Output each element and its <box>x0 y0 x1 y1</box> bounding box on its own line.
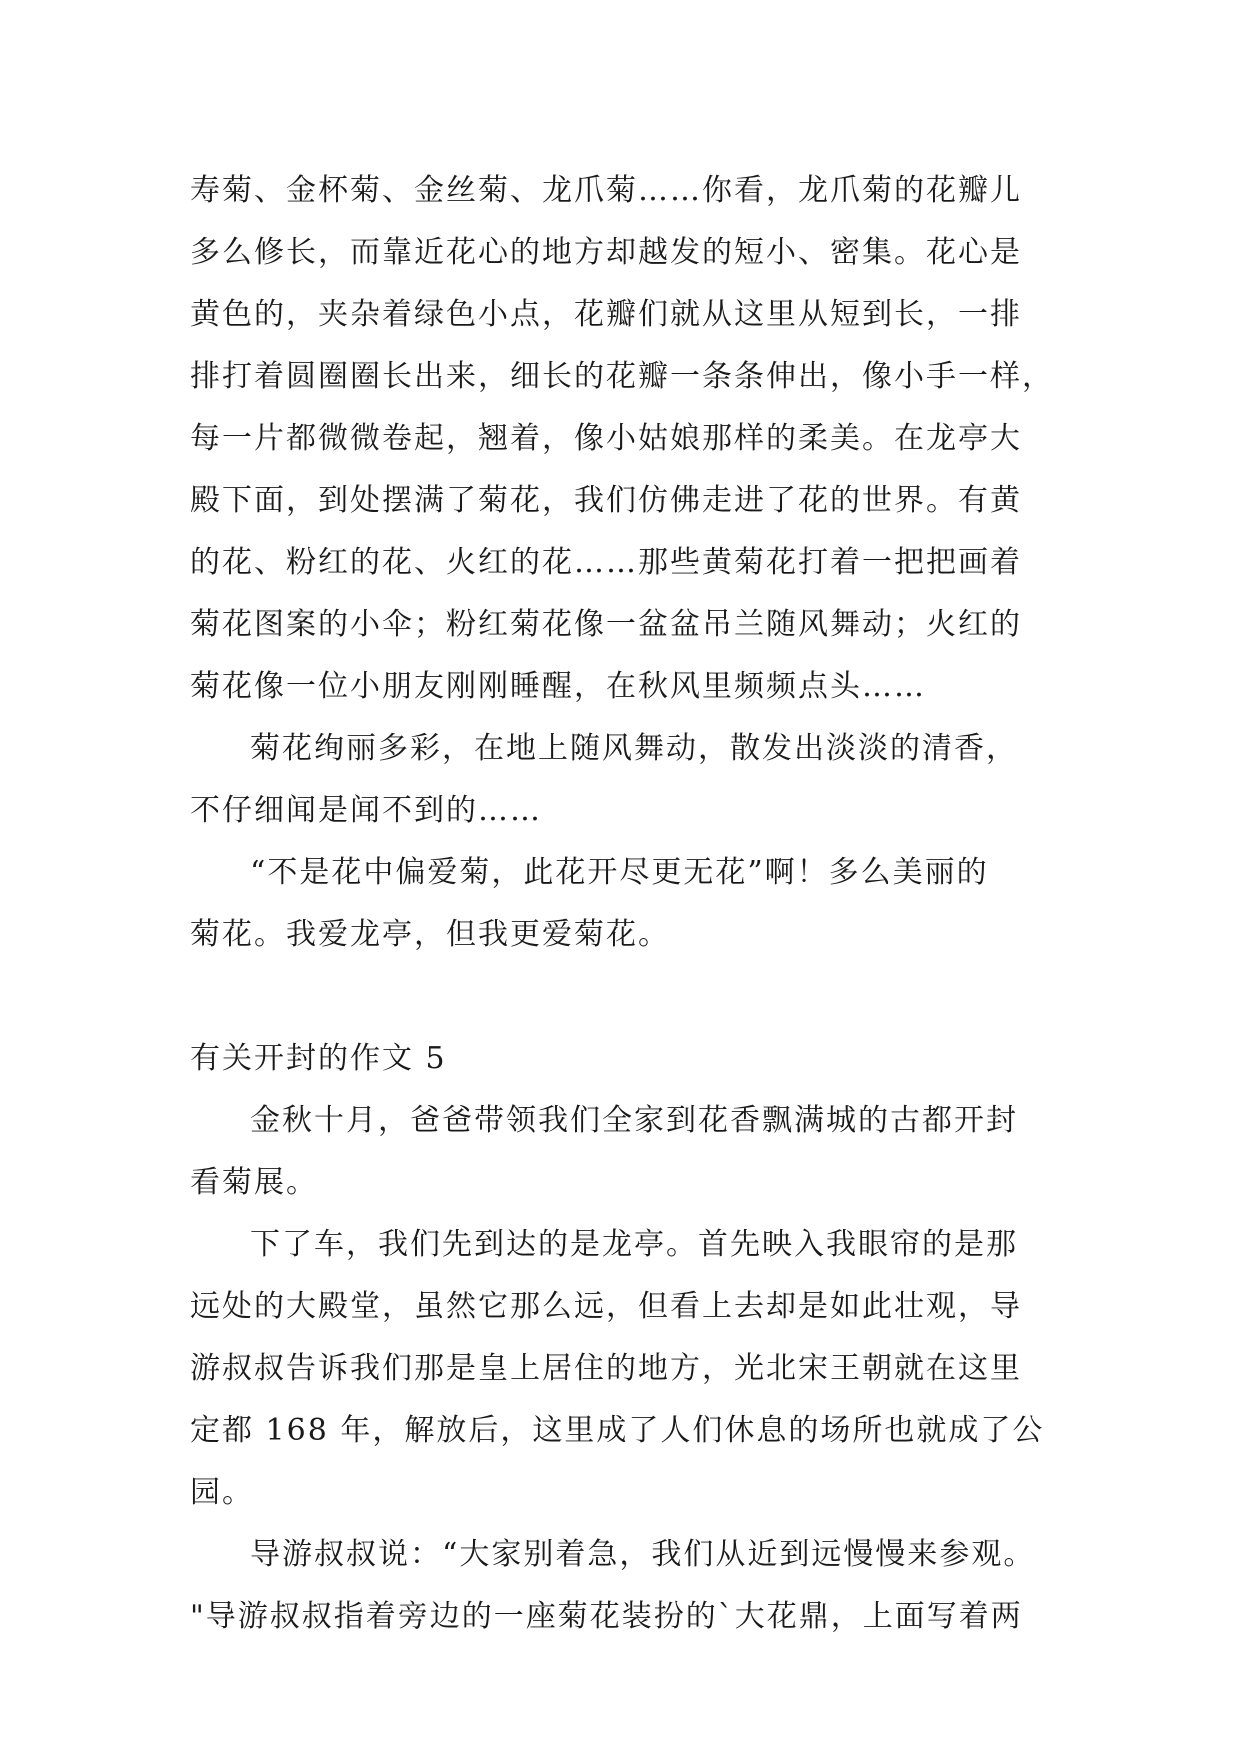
text-line: 游叔叔告诉我们那是皇上居住的地方，光北宋王朝就在这里 <box>190 1351 1022 1386</box>
text-line: 金秋十月，爸爸带领我们全家到花香飘满城的古都开封 <box>250 1103 1018 1138</box>
text-line: 下了车，我们先到达的是龙亭。首先映入我眼帘的是那 <box>250 1227 1018 1262</box>
text-line: 黄色的，夹杂着绿色小点，花瓣们就从这里从短到长，一排 <box>190 297 1022 332</box>
text-line: 菊花图案的小伞；粉红菊花像一盆盆吊兰随风舞动；火红的 <box>190 607 1022 642</box>
document-body <box>190 160 1070 1648</box>
text-line: 菊花绚丽多彩，在地上随风舞动，散发出淡淡的清香， <box>250 731 1018 766</box>
essay-section <box>190 1028 1070 1648</box>
text-line: 远处的大殿堂，虽然它那么远，但看上去却是如此壮观，导 <box>190 1289 1022 1324</box>
text-line: 看菊展。 <box>190 1165 318 1200</box>
text-line: 定都 168 年，解放后，这里成了人们休息的场所也就成了公 <box>190 1413 1045 1448</box>
essay-title: 有关开封的作文 5 <box>190 1041 447 1076</box>
text-line: 菊花像一位小朋友刚刚睡醒，在秋风里频频点头…… <box>190 669 926 704</box>
text-line: 的花、粉红的花、火红的花……那些黄菊花打着一把把画着 <box>190 545 1022 580</box>
section-spacer <box>190 966 1070 1028</box>
text-line: 每一片都微微卷起，翘着，像小姑娘那样的柔美。在龙亭大 <box>190 421 1022 456</box>
text-line: 寿菊、金杯菊、金丝菊、龙爪菊……你看，龙爪菊的花瓣儿 <box>190 173 1022 208</box>
paragraph-flower-varieties <box>190 160 1070 718</box>
text-line: 导游叔叔说：“大家别着急，我们从近到远慢慢来参观。 <box>250 1537 1036 1572</box>
text-line: 排打着圆圈圈长出来，细长的花瓣一条条伸出，像小手一样， <box>190 359 1054 394</box>
text-line: 菊花。我爱龙亭，但我更爱菊花。 <box>190 917 670 952</box>
text-line: “不是花中偏爱菊，此花开尽更无花”啊！多么美丽的 <box>250 855 989 890</box>
text-line: "导游叔叔指着旁边的一座菊花装扮的`大花鼎，上面写着两 <box>190 1599 1023 1634</box>
text-line: 多么修长，而靠近花心的地方却越发的短小、密集。花心是 <box>190 235 1022 270</box>
paragraph-quote <box>190 842 1070 966</box>
text-line: 园。 <box>190 1475 254 1510</box>
paragraph-fragrance <box>190 718 1070 842</box>
text-line: 殿下面，到处摆满了菊花，我们仿佛走进了花的世界。有黄 <box>190 483 1022 518</box>
text-line: 不仔细闻是闻不到的…… <box>190 793 542 828</box>
